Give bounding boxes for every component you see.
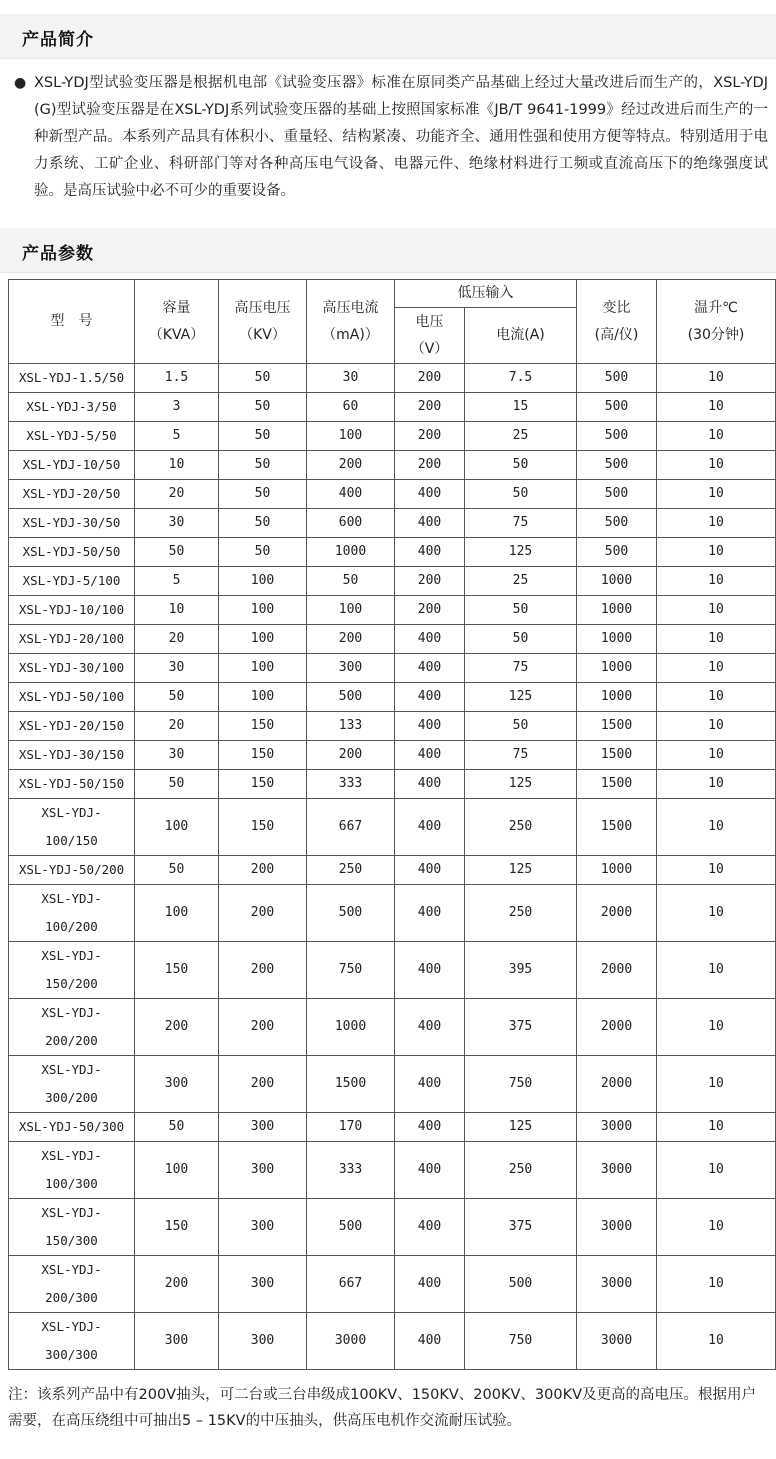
cell-hv-voltage: 150 xyxy=(219,741,307,770)
intro-section-header xyxy=(0,14,776,59)
cell-hv-voltage: 50 xyxy=(219,509,307,538)
cell-hv-voltage: 50 xyxy=(219,364,307,393)
header-temp-rise: 温升℃ (30分钟) xyxy=(657,280,776,364)
cell-model: XSL-YDJ- 300/200 xyxy=(9,1056,135,1113)
cell-lv-voltage: 400 xyxy=(395,999,465,1056)
cell-lv-voltage: 400 xyxy=(395,885,465,942)
cell-ratio: 3000 xyxy=(577,1199,657,1256)
cell-temp-rise: 10 xyxy=(657,942,776,999)
cell-lv-current: 75 xyxy=(465,741,577,770)
cell-temp-rise: 10 xyxy=(657,393,776,422)
cell-hv-current: 100 xyxy=(307,596,395,625)
table-row xyxy=(9,509,776,538)
cell-hv-current: 30 xyxy=(307,364,395,393)
table-row xyxy=(9,480,776,509)
cell-hv-current: 667 xyxy=(307,1256,395,1313)
cell-ratio: 1500 xyxy=(577,741,657,770)
cell-ratio: 2000 xyxy=(577,942,657,999)
cell-ratio: 1500 xyxy=(577,712,657,741)
cell-hv-voltage: 200 xyxy=(219,942,307,999)
header-hv-current: 高压电流 （mA)） xyxy=(307,280,395,364)
cell-ratio: 500 xyxy=(577,393,657,422)
cell-hv-current: 333 xyxy=(307,1142,395,1199)
cell-hv-voltage: 150 xyxy=(219,799,307,856)
cell-ratio: 3000 xyxy=(577,1256,657,1313)
table-row xyxy=(9,567,776,596)
header-model: 型 号 xyxy=(9,280,135,364)
cell-model: XSL-YDJ-5/100 xyxy=(9,567,135,596)
cell-lv-voltage: 200 xyxy=(395,567,465,596)
cell-model: XSL-YDJ-20/150 xyxy=(9,712,135,741)
intro-section-title: 产品简介 xyxy=(22,30,94,50)
cell-temp-rise: 10 xyxy=(657,712,776,741)
cell-ratio: 1000 xyxy=(577,625,657,654)
cell-capacity: 100 xyxy=(135,885,219,942)
cell-hv-voltage: 100 xyxy=(219,654,307,683)
cell-hv-current: 667 xyxy=(307,799,395,856)
table-row xyxy=(9,712,776,741)
cell-capacity: 50 xyxy=(135,1113,219,1142)
cell-lv-current: 250 xyxy=(465,799,577,856)
cell-hv-current: 500 xyxy=(307,683,395,712)
cell-lv-current: 50 xyxy=(465,712,577,741)
cell-temp-rise: 10 xyxy=(657,480,776,509)
table-row xyxy=(9,741,776,770)
cell-temp-rise: 10 xyxy=(657,741,776,770)
cell-model: XSL-YDJ-20/100 xyxy=(9,625,135,654)
cell-lv-voltage: 400 xyxy=(395,480,465,509)
cell-model: XSL-YDJ-1.5/50 xyxy=(9,364,135,393)
intro-paragraph-block xyxy=(8,70,768,205)
cell-lv-voltage: 400 xyxy=(395,799,465,856)
cell-ratio: 500 xyxy=(577,422,657,451)
cell-lv-voltage: 400 xyxy=(395,683,465,712)
cell-hv-current: 170 xyxy=(307,1113,395,1142)
cell-model: XSL-YDJ-50/100 xyxy=(9,683,135,712)
table-row xyxy=(9,799,776,856)
cell-hv-voltage: 100 xyxy=(219,567,307,596)
cell-model: XSL-YDJ-50/200 xyxy=(9,856,135,885)
cell-temp-rise: 10 xyxy=(657,422,776,451)
cell-lv-voltage: 400 xyxy=(395,770,465,799)
cell-hv-current: 200 xyxy=(307,451,395,480)
cell-ratio: 2000 xyxy=(577,1056,657,1113)
cell-model: XSL-YDJ-3/50 xyxy=(9,393,135,422)
params-section-header xyxy=(0,228,776,273)
cell-capacity: 50 xyxy=(135,538,219,567)
cell-model: XSL-YDJ-30/150 xyxy=(9,741,135,770)
cell-hv-voltage: 50 xyxy=(219,393,307,422)
cell-capacity: 3 xyxy=(135,393,219,422)
table-row xyxy=(9,596,776,625)
footnote: 注：该系列产品中有200V抽头，可二台或三台串级成100KV、150KV、200KV、300KV及更高的高电压。根据用户需要，在高压绕组中可抽出5 – 15KV的中压抽头，供高压电机作交流耐压试验。 xyxy=(8,1387,757,1429)
cell-capacity: 50 xyxy=(135,856,219,885)
cell-capacity: 100 xyxy=(135,1142,219,1199)
cell-hv-current: 200 xyxy=(307,741,395,770)
bullet-icon: ● xyxy=(14,75,27,91)
cell-ratio: 1500 xyxy=(577,799,657,856)
cell-lv-current: 50 xyxy=(465,625,577,654)
cell-lv-current: 50 xyxy=(465,451,577,480)
cell-model: XSL-YDJ-50/150 xyxy=(9,770,135,799)
cell-model: XSL-YDJ- 100/300 xyxy=(9,1142,135,1199)
table-row xyxy=(9,885,776,942)
cell-temp-rise: 10 xyxy=(657,856,776,885)
cell-capacity: 200 xyxy=(135,1256,219,1313)
cell-lv-voltage: 200 xyxy=(395,393,465,422)
cell-lv-current: 125 xyxy=(465,1113,577,1142)
table-row xyxy=(9,770,776,799)
cell-ratio: 1000 xyxy=(577,654,657,683)
cell-lv-voltage: 400 xyxy=(395,538,465,567)
table-row xyxy=(9,538,776,567)
cell-temp-rise: 10 xyxy=(657,999,776,1056)
cell-capacity: 10 xyxy=(135,596,219,625)
cell-model: XSL-YDJ-10/100 xyxy=(9,596,135,625)
header-lv-input: 低压输入 xyxy=(395,280,577,308)
cell-hv-voltage: 300 xyxy=(219,1142,307,1199)
table-row xyxy=(9,364,776,393)
cell-capacity: 20 xyxy=(135,480,219,509)
cell-hv-voltage: 200 xyxy=(219,1056,307,1113)
cell-model: XSL-YDJ-50/50 xyxy=(9,538,135,567)
cell-ratio: 1000 xyxy=(577,567,657,596)
cell-temp-rise: 10 xyxy=(657,538,776,567)
cell-hv-voltage: 100 xyxy=(219,625,307,654)
cell-temp-rise: 10 xyxy=(657,1113,776,1142)
cell-lv-voltage: 400 xyxy=(395,625,465,654)
header-lv-voltage: 电压 （V） xyxy=(395,308,465,364)
cell-lv-current: 250 xyxy=(465,1142,577,1199)
cell-capacity: 150 xyxy=(135,942,219,999)
cell-lv-voltage: 200 xyxy=(395,422,465,451)
cell-ratio: 3000 xyxy=(577,1142,657,1199)
cell-temp-rise: 10 xyxy=(657,1142,776,1199)
cell-lv-current: 75 xyxy=(465,509,577,538)
cell-capacity: 30 xyxy=(135,741,219,770)
cell-hv-voltage: 50 xyxy=(219,538,307,567)
cell-hv-current: 1500 xyxy=(307,1056,395,1113)
cell-lv-current: 7.5 xyxy=(465,364,577,393)
cell-hv-current: 100 xyxy=(307,422,395,451)
cell-ratio: 500 xyxy=(577,364,657,393)
cell-lv-voltage: 400 xyxy=(395,712,465,741)
table-row xyxy=(9,451,776,480)
cell-temp-rise: 10 xyxy=(657,1313,776,1370)
params-table-body xyxy=(9,364,776,1370)
cell-capacity: 10 xyxy=(135,451,219,480)
cell-capacity: 30 xyxy=(135,509,219,538)
cell-model: XSL-YDJ- 200/200 xyxy=(9,999,135,1056)
cell-hv-current: 60 xyxy=(307,393,395,422)
params-section-title: 产品参数 xyxy=(22,244,94,264)
cell-hv-voltage: 200 xyxy=(219,999,307,1056)
cell-hv-current: 300 xyxy=(307,654,395,683)
header-hv-voltage: 高压电压 （KV） xyxy=(219,280,307,364)
cell-lv-current: 75 xyxy=(465,654,577,683)
cell-hv-voltage: 200 xyxy=(219,885,307,942)
cell-hv-voltage: 300 xyxy=(219,1113,307,1142)
table-row xyxy=(9,1056,776,1113)
table-row xyxy=(9,999,776,1056)
cell-lv-current: 250 xyxy=(465,885,577,942)
params-table xyxy=(8,279,776,1370)
cell-capacity: 20 xyxy=(135,712,219,741)
cell-hv-current: 1000 xyxy=(307,538,395,567)
cell-lv-current: 750 xyxy=(465,1056,577,1113)
table-row xyxy=(9,422,776,451)
table-row xyxy=(9,1199,776,1256)
cell-lv-voltage: 400 xyxy=(395,1113,465,1142)
cell-ratio: 500 xyxy=(577,538,657,567)
cell-ratio: 2000 xyxy=(577,999,657,1056)
cell-lv-voltage: 400 xyxy=(395,1056,465,1113)
table-row xyxy=(9,393,776,422)
cell-ratio: 3000 xyxy=(577,1113,657,1142)
cell-hv-voltage: 300 xyxy=(219,1199,307,1256)
cell-temp-rise: 10 xyxy=(657,567,776,596)
table-row xyxy=(9,683,776,712)
table-row xyxy=(9,654,776,683)
cell-lv-voltage: 400 xyxy=(395,1256,465,1313)
cell-lv-current: 375 xyxy=(465,999,577,1056)
cell-hv-current: 750 xyxy=(307,942,395,999)
cell-hv-voltage: 100 xyxy=(219,683,307,712)
cell-ratio: 500 xyxy=(577,509,657,538)
cell-model: XSL-YDJ-5/50 xyxy=(9,422,135,451)
cell-lv-current: 25 xyxy=(465,422,577,451)
cell-model: XSL-YDJ- 100/150 xyxy=(9,799,135,856)
cell-ratio: 500 xyxy=(577,451,657,480)
cell-lv-voltage: 400 xyxy=(395,1142,465,1199)
cell-model: XSL-YDJ-50/300 xyxy=(9,1113,135,1142)
cell-ratio: 500 xyxy=(577,480,657,509)
cell-capacity: 200 xyxy=(135,999,219,1056)
cell-temp-rise: 10 xyxy=(657,596,776,625)
cell-lv-current: 50 xyxy=(465,596,577,625)
table-row xyxy=(9,625,776,654)
cell-ratio: 1000 xyxy=(577,596,657,625)
cell-temp-rise: 10 xyxy=(657,683,776,712)
cell-temp-rise: 10 xyxy=(657,799,776,856)
cell-hv-voltage: 50 xyxy=(219,422,307,451)
cell-lv-voltage: 400 xyxy=(395,741,465,770)
cell-temp-rise: 10 xyxy=(657,625,776,654)
cell-temp-rise: 10 xyxy=(657,451,776,480)
cell-model: XSL-YDJ- 200/300 xyxy=(9,1256,135,1313)
cell-capacity: 50 xyxy=(135,683,219,712)
table-row xyxy=(9,856,776,885)
cell-model: XSL-YDJ-20/50 xyxy=(9,480,135,509)
cell-hv-voltage: 50 xyxy=(219,451,307,480)
cell-lv-current: 25 xyxy=(465,567,577,596)
cell-lv-voltage: 400 xyxy=(395,654,465,683)
cell-lv-current: 125 xyxy=(465,538,577,567)
cell-ratio: 1000 xyxy=(577,856,657,885)
table-row xyxy=(9,1313,776,1370)
cell-hv-voltage: 300 xyxy=(219,1313,307,1370)
cell-hv-current: 500 xyxy=(307,1199,395,1256)
table-row xyxy=(9,1256,776,1313)
cell-capacity: 300 xyxy=(135,1313,219,1370)
cell-lv-current: 50 xyxy=(465,480,577,509)
cell-hv-voltage: 100 xyxy=(219,596,307,625)
cell-lv-current: 750 xyxy=(465,1313,577,1370)
cell-capacity: 20 xyxy=(135,625,219,654)
cell-temp-rise: 10 xyxy=(657,509,776,538)
cell-hv-current: 200 xyxy=(307,625,395,654)
cell-ratio: 3000 xyxy=(577,1313,657,1370)
cell-capacity: 5 xyxy=(135,567,219,596)
cell-lv-voltage: 400 xyxy=(395,1313,465,1370)
cell-lv-voltage: 200 xyxy=(395,364,465,393)
cell-capacity: 300 xyxy=(135,1056,219,1113)
cell-hv-voltage: 50 xyxy=(219,480,307,509)
cell-model: XSL-YDJ-30/100 xyxy=(9,654,135,683)
cell-ratio: 1500 xyxy=(577,770,657,799)
cell-model: XSL-YDJ-10/50 xyxy=(9,451,135,480)
cell-hv-current: 400 xyxy=(307,480,395,509)
cell-hv-voltage: 150 xyxy=(219,712,307,741)
cell-temp-rise: 10 xyxy=(657,1056,776,1113)
cell-hv-current: 133 xyxy=(307,712,395,741)
cell-capacity: 150 xyxy=(135,1199,219,1256)
cell-hv-current: 3000 xyxy=(307,1313,395,1370)
cell-hv-current: 1000 xyxy=(307,999,395,1056)
cell-temp-rise: 10 xyxy=(657,770,776,799)
cell-lv-voltage: 400 xyxy=(395,856,465,885)
cell-hv-current: 50 xyxy=(307,567,395,596)
cell-model: XSL-YDJ-30/50 xyxy=(9,509,135,538)
cell-hv-current: 500 xyxy=(307,885,395,942)
cell-model: XSL-YDJ- 100/200 xyxy=(9,885,135,942)
cell-lv-voltage: 400 xyxy=(395,1199,465,1256)
cell-lv-current: 500 xyxy=(465,1256,577,1313)
cell-ratio: 1000 xyxy=(577,683,657,712)
cell-temp-rise: 10 xyxy=(657,654,776,683)
header-lv-current: 电流(A) xyxy=(465,308,577,364)
cell-temp-rise: 10 xyxy=(657,1199,776,1256)
cell-model: XSL-YDJ- 300/300 xyxy=(9,1313,135,1370)
cell-lv-current: 125 xyxy=(465,770,577,799)
table-row xyxy=(9,1142,776,1199)
cell-hv-current: 250 xyxy=(307,856,395,885)
cell-lv-current: 125 xyxy=(465,856,577,885)
cell-hv-voltage: 150 xyxy=(219,770,307,799)
cell-capacity: 100 xyxy=(135,799,219,856)
cell-capacity: 1.5 xyxy=(135,364,219,393)
cell-capacity: 30 xyxy=(135,654,219,683)
cell-lv-voltage: 400 xyxy=(395,509,465,538)
cell-hv-current: 333 xyxy=(307,770,395,799)
cell-lv-voltage: 200 xyxy=(395,596,465,625)
cell-temp-rise: 10 xyxy=(657,364,776,393)
cell-lv-current: 125 xyxy=(465,683,577,712)
cell-lv-current: 15 xyxy=(465,393,577,422)
cell-capacity: 5 xyxy=(135,422,219,451)
header-ratio: 变比 (高/仪) xyxy=(577,280,657,364)
cell-temp-rise: 10 xyxy=(657,1256,776,1313)
intro-paragraph: XSL-YDJ型试验变压器是根据机电部《试验变压器》标准在原同类产品基础上经过大量改进后而生产的，XSL-YDJ (G)型试验变压器是在XSL-YDJ系列试验变压器的基础上按照国家标准《JB/T 9641-1999》经过改进后而生产的一种新型产品。本系列产品具有体积小、重量轻、结构紧凑、功能齐全、通用性强和使用方便等特点。特别适用于电力系统、工矿企业、科研部门等对各种高压电气设备、电器元件、绝缘材料进行工频或直流高压下的绝缘强度试验。是高压试验中必不可少的重要设备。 xyxy=(34,75,768,199)
cell-lv-current: 395 xyxy=(465,942,577,999)
cell-capacity: 50 xyxy=(135,770,219,799)
cell-ratio: 2000 xyxy=(577,885,657,942)
cell-model: XSL-YDJ- 150/300 xyxy=(9,1199,135,1256)
cell-lv-voltage: 200 xyxy=(395,451,465,480)
cell-lv-current: 375 xyxy=(465,1199,577,1256)
cell-lv-voltage: 400 xyxy=(395,942,465,999)
cell-hv-current: 600 xyxy=(307,509,395,538)
cell-hv-voltage: 300 xyxy=(219,1256,307,1313)
table-row xyxy=(9,942,776,999)
cell-temp-rise: 10 xyxy=(657,885,776,942)
cell-model: XSL-YDJ- 150/200 xyxy=(9,942,135,999)
cell-hv-voltage: 200 xyxy=(219,856,307,885)
header-capacity: 容量 （KVA） xyxy=(135,280,219,364)
table-row xyxy=(9,1113,776,1142)
